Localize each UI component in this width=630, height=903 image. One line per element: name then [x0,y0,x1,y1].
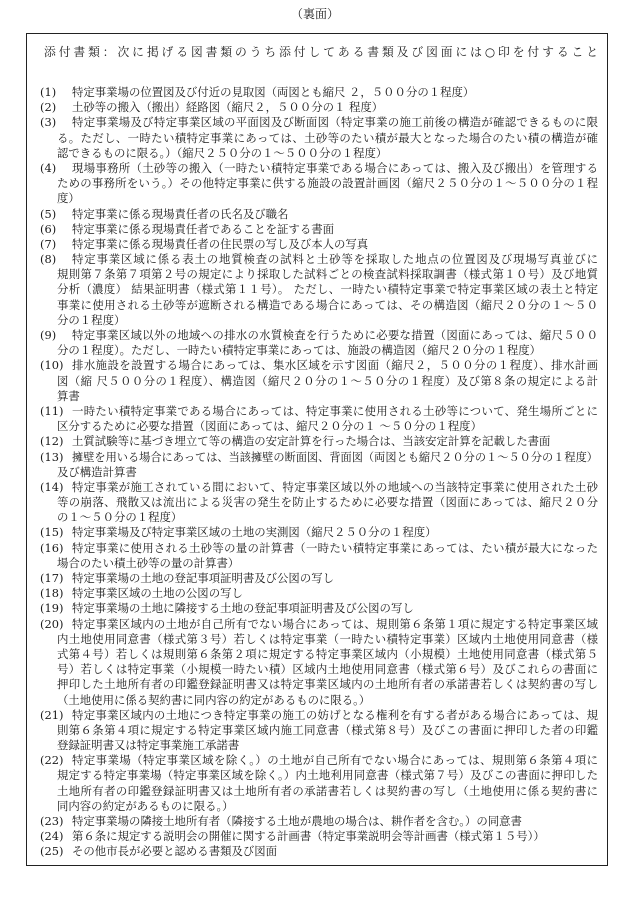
attachment-item [40,571,598,586]
item-text-line: （土地使用に係る契約書に同内容の約定があるものに限る。） [57,692,371,707]
item-text-line: 第６条に規定する説明会の開催に関する計画書（特定事業説明会等計画書（様式第１５号）） [72,829,545,844]
attachments-heading: 添付書類：次に掲げる図書類のうち添付してある書類及び図面には○印を付すること [44,45,601,59]
item-text-line: 分析（濃度） 結果証明書（様式第１１号）。 ただし、一時たい積特定事業で特定事業区域の表土と特定 [57,282,599,297]
item-text-line: 排水施設を設置する場合にあっては、集水区域を示す図面（縮尺２，５００分の１程度）、排水計画 [72,358,599,373]
attachment-item [40,252,598,328]
attachment-item [40,525,598,540]
attachment-item [40,237,598,252]
item-text-line: 特定事業に係る現場責任者であることを証する書面 [72,221,334,236]
attachment-item [40,814,598,829]
item-text-line: 式第４号）若しくは規則第６条第２項に規定する特定事業区域内（小規模）土地使用同意書（様式第５ [57,646,599,661]
item-number: (23) [40,814,64,828]
item-number: (3) [40,115,57,130]
item-number: (24) [40,829,64,844]
attachment-item [40,207,598,222]
item-number: (19) [40,601,64,616]
item-text-line: 現場事務所（土砂等の搬入（一時たい積特定事業である場合にあっては、搬入及び搬出）を管理する [72,160,599,175]
item-text-line: 区分するために必要な措置（図面にあっては、縮尺２０分の１ ～５０分の１程度） [57,419,482,434]
attachment-item [40,829,598,844]
item-text-line: 特定事業区域内の土地につき特定事業の施工の妨げとなる権利を有する者がある場合にあっては、規 [72,707,599,722]
item-text-line: 事業に使用される土砂等が遮断される構造である場合にあっては、その構造図（縮尺２０分の１～５０ [57,297,599,312]
item-text-line: 土質試験等に基づき埋立て等の構造の安定計算を行った場合は、当該安定計算を記載した書面 [72,434,551,449]
item-text-line: 同内容の約定があるものに限る。） [57,798,234,813]
item-text-line: 等の崩落、飛散又は流出による災害の発生を防止するために必要な措置（図面にあっては、縮尺２０分 [57,495,599,510]
attachment-item [40,161,598,207]
item-text-line: 特定事業区域以外の地域への排水の水質検査を行うために必要な措置（図面にあっては、縮尺５００ [72,328,599,342]
attachment-item [40,617,598,708]
attachment-item [40,358,598,404]
item-text-line: 特定事業区域に係る表土の地質検査の試料と土砂等を採取した地点の位置図及び現場写真並びに [72,252,599,267]
item-number: (10) [40,358,64,373]
item-number: (22) [40,753,64,768]
item-text-line: 特定事業に係る現場責任者の住民票の写し及び本人の写真 [72,236,369,251]
item-text-line: 規定する特定事業場（特定事業区域を除く。）内土地利用同意書（様式第７号）及びこの書面に押印した [57,768,599,783]
item-number: (4) [40,160,57,175]
item-number: (20) [40,616,64,631]
attachment-item [40,586,598,601]
item-number: (13) [40,449,64,464]
item-text-line: 則第６条第４項に規定する特定事業区域内施工同意書（様式第８号）及びこの書面に押印した者の印鑑 [57,722,599,737]
item-text-line: 特定事業場及び特定事業区域の土地の実測図（縮尺２５０分の１程度） [72,525,437,540]
item-number: (2) [40,100,57,115]
item-text-line: 分の１程度） [57,312,126,327]
item-text-line: 算書 [57,388,80,403]
item-number: (11) [40,403,64,418]
item-text-line: 認できるものに限る。）（縮尺２５０分の１～５００分の１程度） [57,145,388,160]
attachment-item [40,708,598,754]
item-text-line: 図（縮 尺５００分の１程度）、構造図（縮尺２０分の１～５０分の１程度）及び第８条の規定による計 [57,373,599,388]
item-text-line: 土地所有者の印鑑登録証明書又は土地所有者の承諾書若しくは契約書の写し（土地使用に係る契約書に [57,783,599,798]
item-text-line: 及び構造計算書 [57,464,137,479]
item-text-line: 号）若しくは特定事業（小規模一時たい積）区域内土地使用同意書（様式第６号）及びこれらの書面に [57,662,599,677]
item-number: (21) [40,707,64,722]
item-text-line: 特定事業が施工されている間において、特定事業区域以外の地域への当該特定事業に使用された土砂 [72,479,599,494]
item-text-line: 登録証明書又は特定事業施工承諾書 [57,738,240,753]
item-text-line: 場合のたい積土砂等の量の計算書） [57,555,240,570]
item-number: (7) [40,236,57,251]
item-number: (5) [40,206,57,221]
attachment-list [40,85,598,860]
item-text-line: 一時たい積特定事業である場合にあっては、特定事業に使用される土砂等について、発生場所ごとに [72,403,599,418]
attachment-item [40,541,598,571]
item-number: (1) [40,85,57,99]
attachment-item [40,601,598,616]
item-text-line: 分の１程度）。ただし、一時たい積特定事業にあっては、施設の構造図（縮尺２０分の１程度） [57,343,541,358]
item-number: (8) [40,252,57,267]
item-text-line: 特定事業場の隣接土地所有者（隣接する土地が農地の場合は、耕作者を含む。）の同意書 [72,814,522,828]
item-text-line: 特定事業区域内の土地が自己所有でない場合にあっては、規則第６条第１項に規定する特定事業区域 [72,616,599,631]
item-text-line: 内土地使用同意書（様式第３号）若しくは特定事業（一時たい積特定事業）区域内土地使用同意書（様 [57,631,599,646]
item-number: (14) [40,479,64,494]
item-text-line: 特定事業に係る現場責任者の氏名及び職名 [72,206,289,221]
item-text-line: 度） [57,191,80,206]
item-number: (18) [40,586,64,601]
item-number: (17) [40,571,64,585]
item-text-line: 特定事業場（特定事業区域を除く。）の土地が自己所有でない場合にあっては、規則第６条第４項に [72,753,599,768]
item-text-line: 特定事業場の位置図及び付近の見取図（両図とも縮尺 ２，５００分の１程度） [72,85,475,99]
page-side-label: （裏面） [290,7,339,21]
attachment-item [40,844,598,859]
item-text-line: ための事務所をいう。）その他特定事業に供する施設の設置計画図（縮尺２５０分の１～５００分の１程 [57,176,599,191]
attachment-item [40,115,598,161]
item-text-line: 特定事業場の土地の登記事項証明書及び公図の写し [72,571,334,585]
item-text-line: 特定事業区域の土地の公図の写し [72,586,243,601]
attachment-item [40,434,598,449]
item-text-line: 特定事業場の土地に隣接する土地の登記事項証明書及び公図の写し [72,601,414,616]
attachment-item [40,222,598,237]
attachment-item [40,100,598,115]
item-number: (25) [40,844,64,859]
attachment-item [40,328,598,358]
item-text-line: 特定事業に使用される土砂等の量の計算書（一時たい積特定事業にあっては、たい積が最大になった [72,540,599,555]
item-text-line: る。ただし、一時たい積特定事業にあっては、土砂等のたい積が最大となった場合のたい積の構造が確 [57,130,599,145]
item-text-line: 規則第７条第７項第２号の規定により採取した試料ごとの検査試料採取調書（様式第１０号）及び地質 [57,267,599,282]
item-text-line: の１～５０分の１程度） [57,510,183,525]
item-number: (15) [40,525,64,540]
item-number: (16) [40,540,64,555]
attachment-item [40,85,598,100]
item-text-line: 押印した土地所有者の印鑑登録証明書又は特定事業区域内の土地所有者の承諾書若しくは契約書の写し [57,677,599,692]
item-number: (12) [40,434,64,449]
item-text-line: 擁壁を用いる場合にあっては、当該擁壁の断面図、背面図（両図とも縮尺２０分の１～５０分の１程度） [72,449,598,464]
item-text-line: その他市長が必要と認める書類及び図面 [72,844,278,859]
item-text-line: 土砂等の搬入（搬出）経路図（縮尺２，５００分の１ 程度） [72,100,384,115]
item-number: (6) [40,221,57,236]
item-text-line: 特定事業場及び特定事業区域の平面図及び断面図（特定事業の施工前後の構造が確認できるものに限 [72,115,599,130]
attachment-item [40,404,598,434]
attachment-item [40,753,598,814]
attachment-item [40,480,598,526]
item-number: (9) [40,328,57,342]
attachment-item [40,450,598,480]
